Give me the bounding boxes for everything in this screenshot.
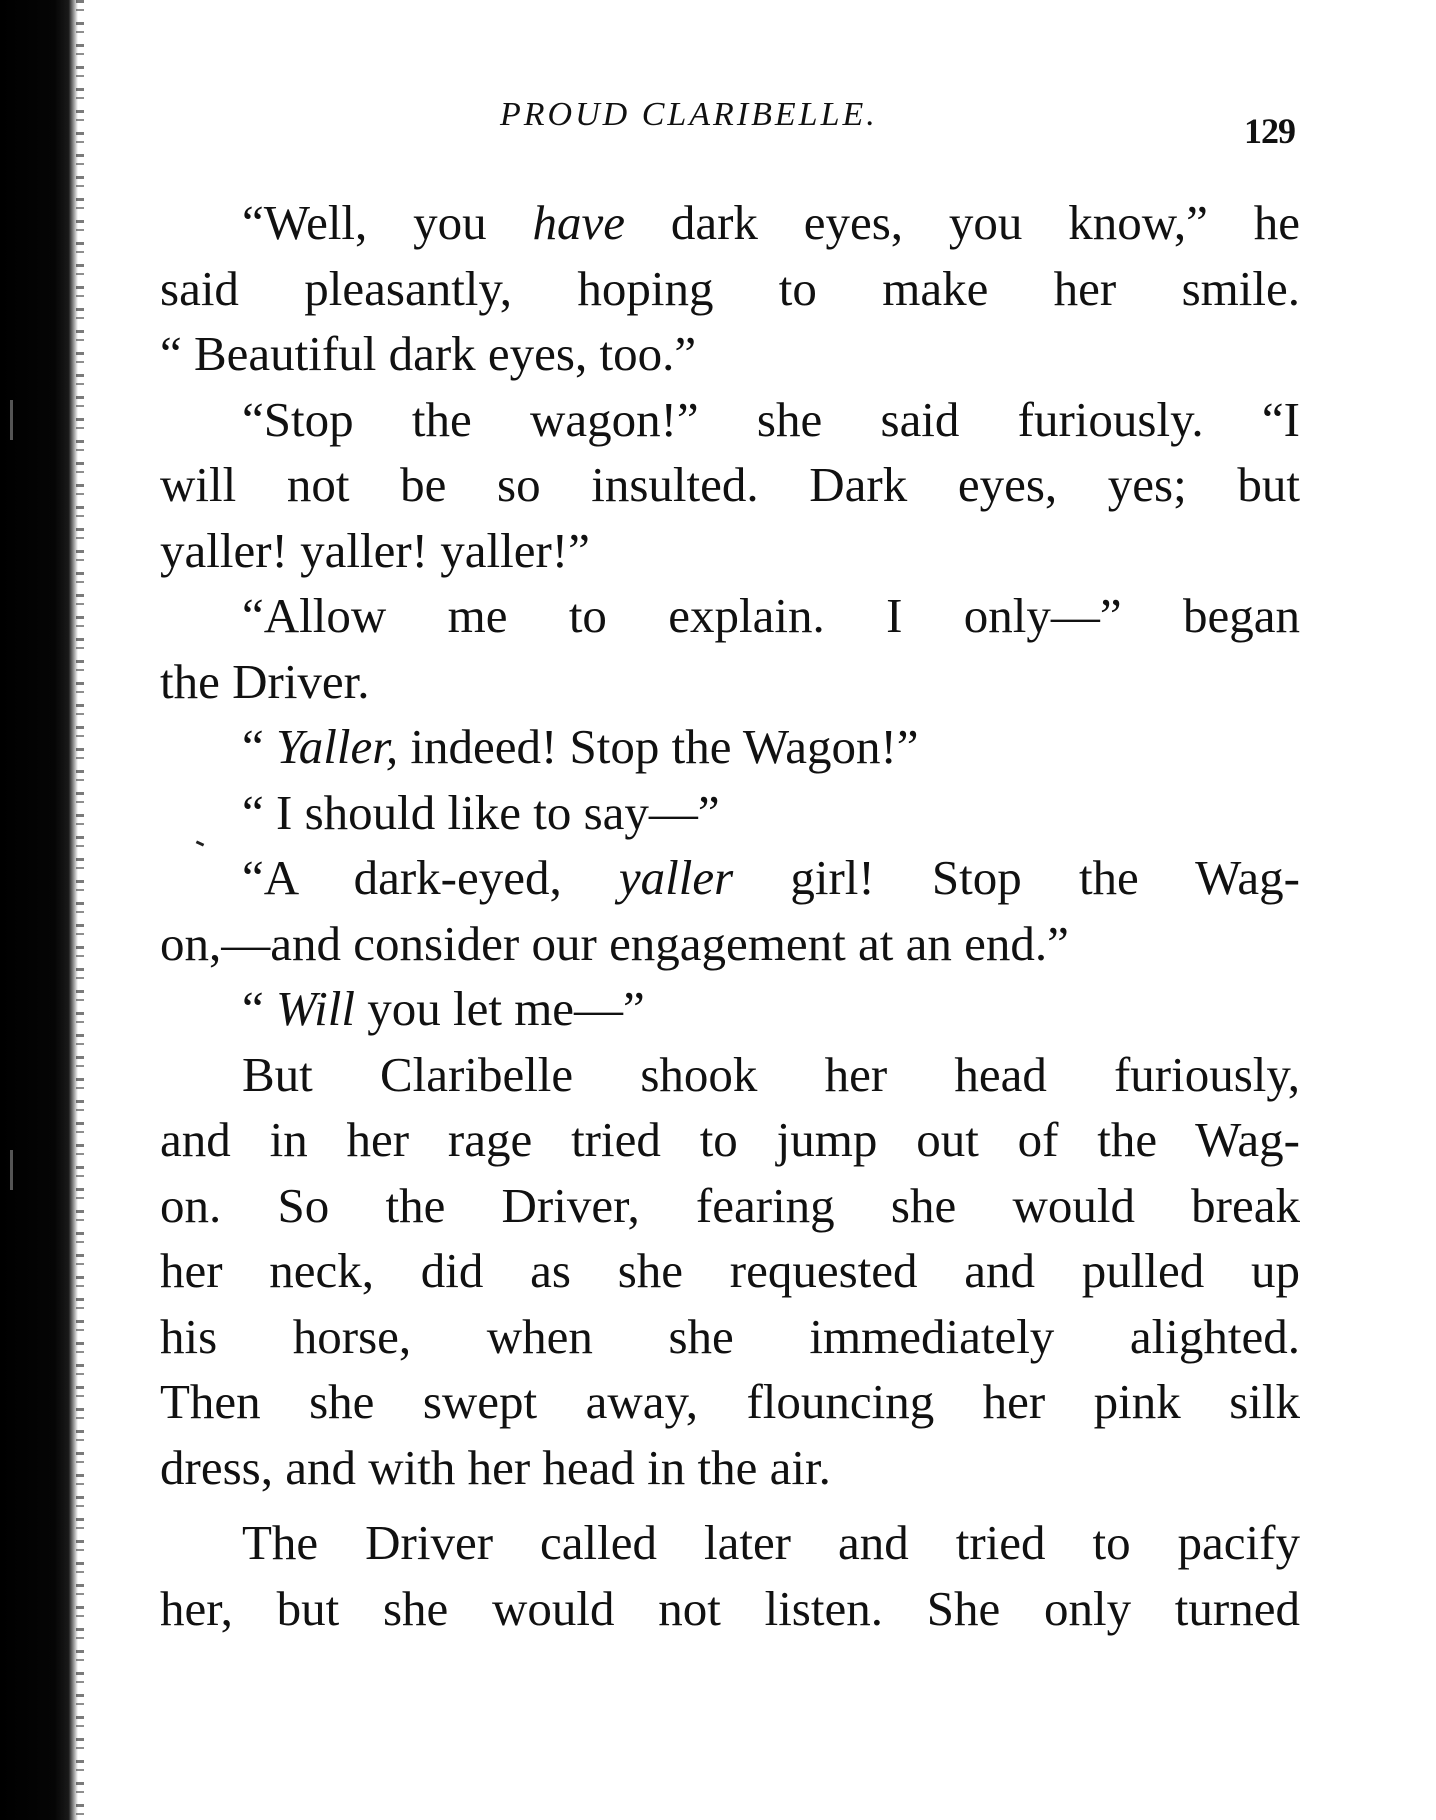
text-line [160,1107,1300,1173]
paragraph [160,1510,1300,1641]
emphasized-word: Will [276,981,355,1036]
text-run: “Allow me to explain. I only—” began [242,588,1300,643]
emphasized-word: yaller [618,850,734,905]
paragraph [160,845,1300,976]
text-line [160,1173,1300,1239]
text-run: on. So the Driver, fearing she would break [160,1177,1300,1233]
text-run: his horse, when she immediately alighted. [160,1308,1300,1364]
paragraph [160,387,1300,584]
text-run: will not be so insulted. Dark eyes, yes; but [160,457,1300,512]
text-line [160,911,1300,977]
body-text [160,190,1300,1641]
text-run: “Stop the wagon!” she said furiously. “I [242,391,1300,447]
text-run: The Driver called later and tried to pacify [242,1515,1300,1570]
text-run: and in her rage tried to jump out of the Wag- [160,1112,1300,1167]
text-line [160,256,1300,322]
text-run: But Claribelle shook her head furiously, [242,1046,1300,1102]
text-line [160,1510,1300,1576]
text-line [160,583,1300,649]
paragraph [160,1042,1300,1501]
text-run: on,—and consider our engagement at an end.” [160,915,1069,971]
text-line [160,780,1300,846]
text-run: said pleasantly, hoping to make her smile. [160,260,1300,316]
text-run: you let me—” [354,981,645,1036]
text-line [160,1042,1300,1108]
binding-edge [0,0,78,1820]
text-line [160,1369,1300,1435]
text-line [160,1238,1300,1304]
paragraph [160,714,1300,780]
text-run: dark eyes, you know,” he [624,195,1300,250]
text-run: “A dark-eyed, [242,850,619,905]
text-run: her neck, did as she requested and pulled up [160,1243,1300,1298]
text-run: indeed! Stop the Wagon!” [398,719,919,774]
text-run: yaller! yaller! yaller!” [160,522,590,578]
text-run: Then she swept away, flouncing her pink silk [160,1374,1300,1429]
edge-mark [10,400,13,440]
text-run: her, but she would not listen. She only turned [160,1580,1300,1636]
text-line [160,845,1300,911]
text-line [160,714,1300,780]
paragraph [160,976,1300,1042]
text-line [160,518,1300,584]
text-line [160,976,1300,1042]
text-line [160,1304,1300,1370]
text-run: “ I should like to say—” [242,784,720,840]
text-line [160,321,1300,387]
text-run: the Driver. [160,653,370,709]
text-line [160,1576,1300,1642]
paragraph [160,780,1300,846]
text-run: “ Beautiful dark eyes, too.” [160,326,697,381]
text-run: “ [242,981,276,1036]
edge-mark [10,1150,13,1190]
text-line [160,387,1300,453]
running-title: PROUD CLARIBELLE. [500,96,878,133]
text-run: “ [242,719,276,774]
text-line [160,1435,1300,1501]
emphasized-word: have [532,195,625,250]
text-line [160,190,1300,256]
text-line [160,649,1300,715]
text-run: girl! Stop the Wag- [733,850,1300,905]
emphasized-word: Yaller, [276,719,399,774]
text-run: dress, and with her head in the air. [160,1439,831,1495]
page-number: 129 [1244,111,1295,151]
paragraph [160,190,1300,387]
text-run: “Well, you [242,195,533,250]
text-line [160,452,1300,518]
paragraph [160,583,1300,714]
